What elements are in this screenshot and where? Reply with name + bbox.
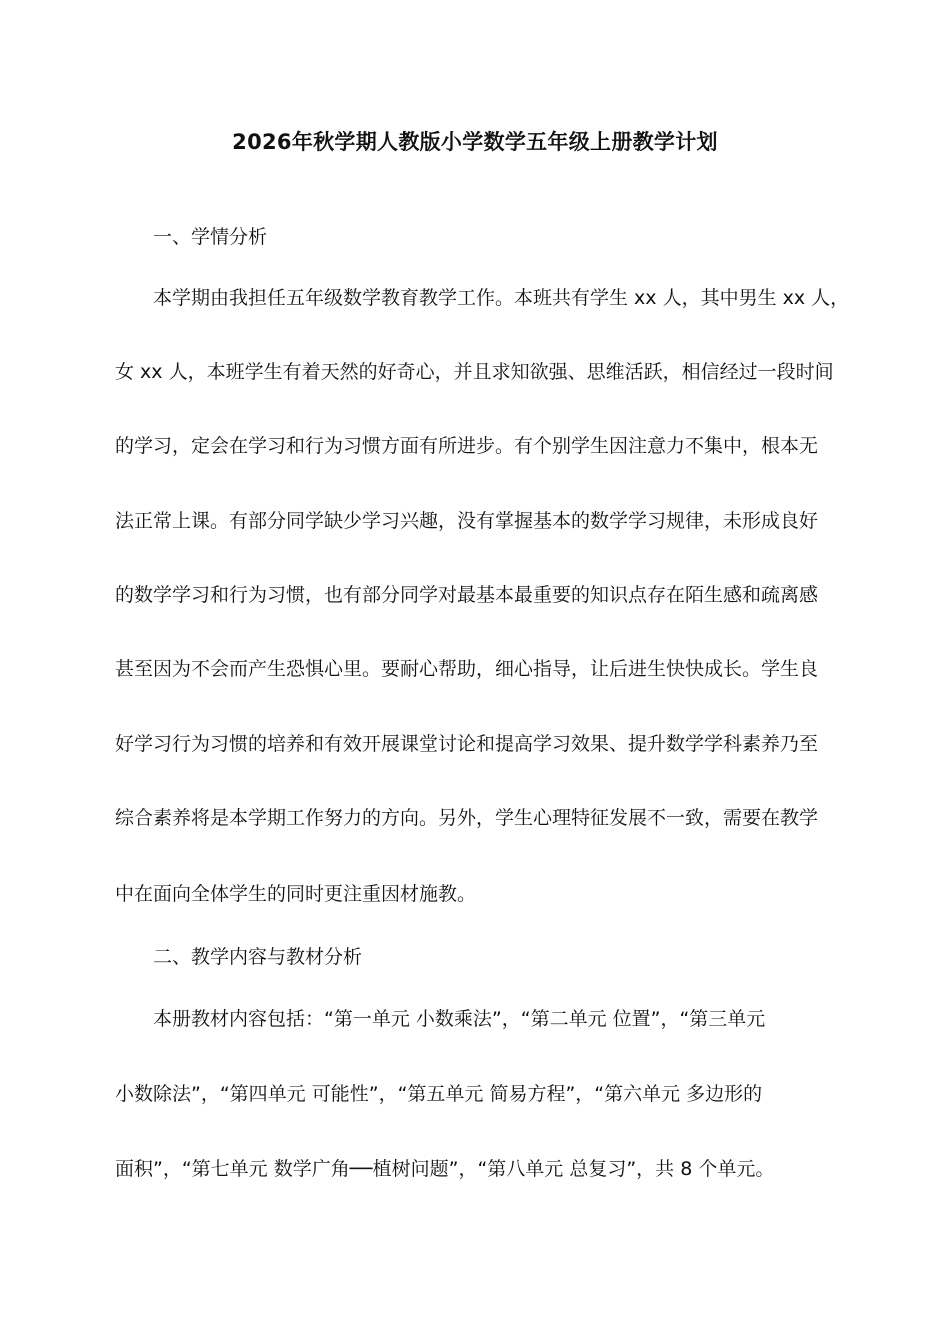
paragraph-line: 好学习行为习惯的培养和有效开展课堂讨论和提高学习效果、提升数学学科素养乃至 bbox=[115, 733, 819, 755]
document-title: 2026年秋学期人教版小学数学五年级上册教学计划 bbox=[232, 130, 718, 154]
paragraph-line: 本学期由我担任五年级数学教育教学工作。本班共有学生 xx 人，其中男生 xx 人， bbox=[153, 287, 850, 309]
paragraph-line: 法正常上课。有部分同学缺少学习兴趣，没有掌握基本的数学学习规律，未形成良好 bbox=[115, 510, 819, 532]
paragraph-line: 的数学学习和行为习惯，也有部分同学对最基本最重要的知识点存在陌生感和疏离感 bbox=[115, 584, 819, 606]
paragraph-line: 女 xx 人，本班学生有着天然的好奇心，并且求知欲强、思维活跃，相信经过一段时间 bbox=[115, 361, 834, 383]
paragraph-line: 面积”，“第七单元 数学广角──植树问题”，“第八单元 总复习”，共 8 个单元。 bbox=[115, 1158, 775, 1180]
paragraph-line: 综合素养将是本学期工作努力的方向。另外，学生心理特征发展不一致，需要在教学 bbox=[115, 807, 819, 829]
section-heading-student-analysis: 一、学情分析 bbox=[153, 226, 268, 248]
paragraph-line: 的学习，定会在学习和行为习惯方面有所进步。有个别学生因注意力不集中，根本无 bbox=[115, 435, 819, 457]
paragraph-line: 甚至因为不会而产生恐惧心里。要耐心帮助，细心指导，让后进生快快成长。学生良 bbox=[115, 658, 819, 680]
section-heading-content-analysis: 二、教学内容与教材分析 bbox=[153, 946, 363, 968]
paragraph-line: 中在面向全体学生的同时更注重因材施教。 bbox=[115, 883, 477, 905]
paragraph-line: 本册教材内容包括：“第一单元 小数乘法”，“第二单元 位置”，“第三单元 bbox=[153, 1008, 766, 1030]
paragraph-line: 小数除法”，“第四单元 可能性”，“第五单元 简易方程”，“第六单元 多边形的 bbox=[115, 1083, 763, 1105]
